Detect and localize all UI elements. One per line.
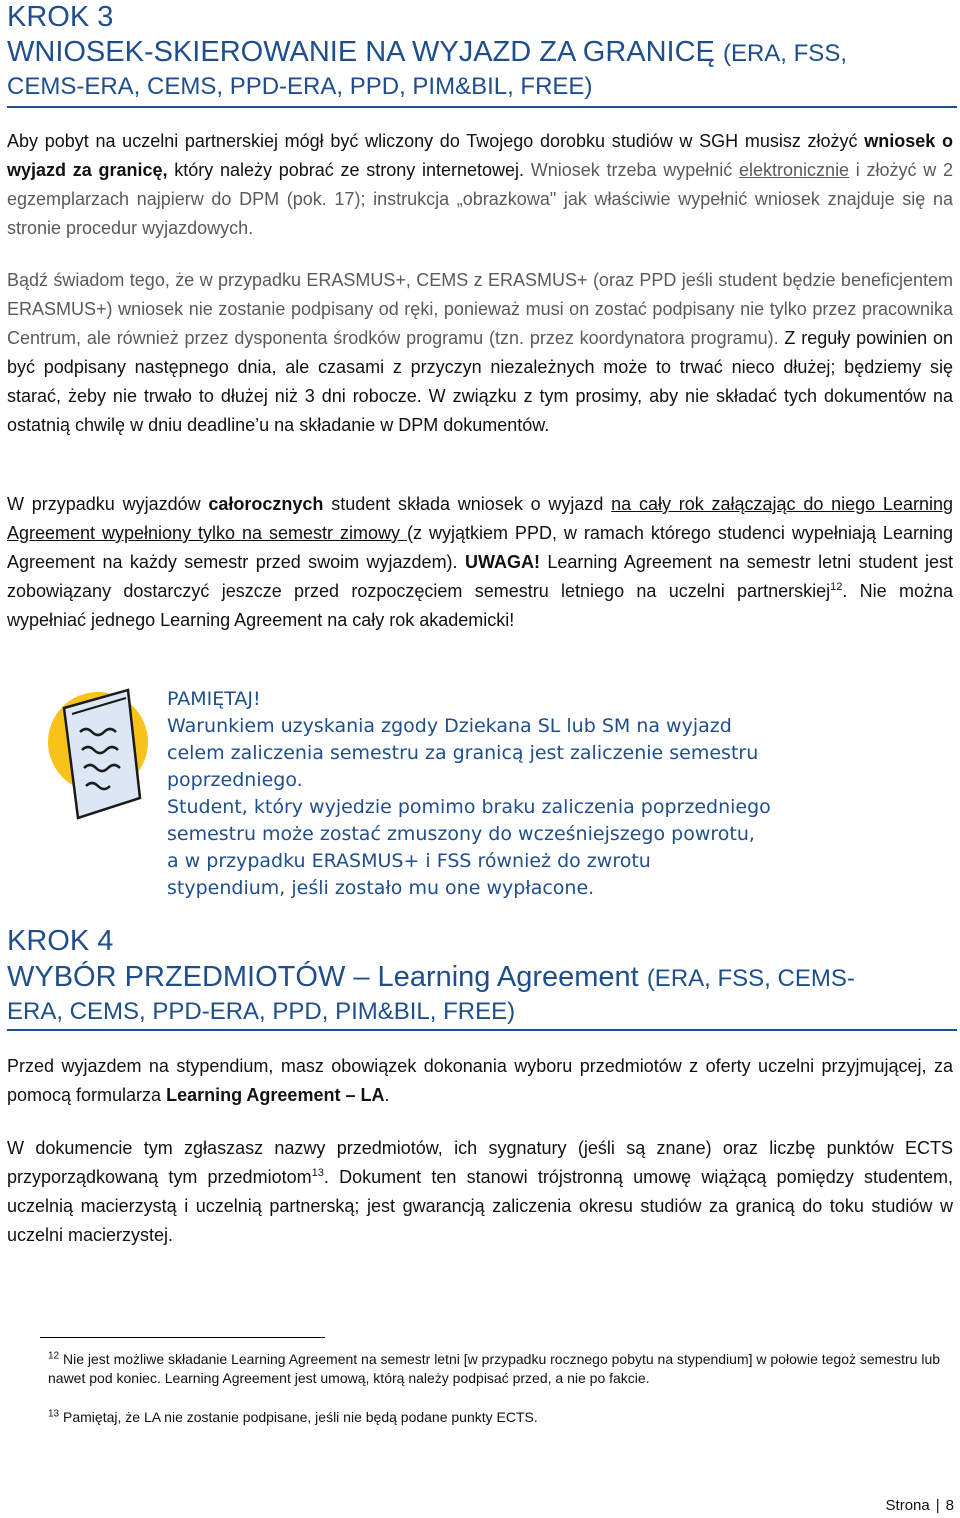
footnote-12	[48, 1350, 948, 1388]
footer-separator: |	[935, 1497, 940, 1514]
notice-line: stypendium, jeśli zostało mu one wypłacone.	[167, 877, 595, 899]
step4-title: KROK 4	[7, 925, 114, 957]
p3-text-a: W przypadku wyjazdów	[7, 494, 209, 514]
page-number: 8	[945, 1497, 954, 1514]
footnote-text: Nie jest możliwe składanie Learning Agreement na semestr letni [w przypadku rocznego pobytu na stypendium] w połowie tegoż semestru lub nawet pod koniec. Learning Agreement jest umową, którą należy podpisać przed, a nie po fakcie.	[48, 1351, 941, 1386]
notice-line: semestru może zostać zmuszony do wcześniejszego powrotu,	[167, 823, 755, 845]
p3-warning: UWAGA!	[464, 552, 540, 572]
footnote-13	[48, 1408, 948, 1427]
step4-heading-main: WYBÓR PRZEDMIOTÓW – Learning Agreement	[7, 961, 639, 993]
notice-line: celem zaliczenia semestru za granicą jest zaliczenie semestru	[167, 742, 759, 764]
step3-title: KROK 3	[7, 1, 114, 33]
paper-note-icon	[36, 680, 156, 830]
footer-label: Strona	[885, 1497, 930, 1514]
paragraph-full-year	[7, 490, 953, 635]
p3-underline: na cały rok załączając do niego Learning Agreement wypełniony tylko na semestr zimowy	[7, 494, 953, 543]
p3-text-e: (z wyjątkiem PPD, w ramach którego studenci wypełniają Learning Agreement na każdy semestr przed swoim wyjazdem).	[7, 523, 953, 572]
reminder-notice	[167, 686, 947, 902]
p1-underline: elektronicznie	[739, 160, 850, 180]
p1-bold: wniosek o wyjazd za granicę,	[7, 131, 953, 180]
p2-text-a: Bądź świadom tego, że w przypadku ERASMUS+, CEMS z ERASMUS+ (oraz PPD jeśli student będzie beneficjentem ERASMUS+) wniosek nie zostanie podpisany od ręki, ponieważ musi on zostać podpisany nie tylko przez pracownika Centrum, ale również przez dysponenta środków programu (tzn. przez koordynatora programu).	[7, 270, 953, 348]
step3-heading-main: WNIOSEK-SKIEROWANIE NA WYJAZD ZA GRANICĘ	[7, 36, 715, 68]
footnote-number: 12	[48, 1350, 60, 1362]
p5-text-c: . Dokument ten stanowi trójstronną umowę wiążącą pomiędzy studentem, uczelnią macierzystą i uczelnią partnerską; jest gwarancją zaliczenia okresu studiów za granicą do toku studiów w uczelni macierzystej.	[7, 1167, 953, 1245]
step3-heading-tail: (ERA, FSS,	[722, 40, 847, 67]
footnote-separator	[40, 1337, 325, 1338]
p5-text-a: W dokumencie tym zgłaszasz nazwy przedmiotów, ich sygnatury (jeśli są znane) oraz liczbę punktów ECTS przyporządkowaną tym przedmiotom	[7, 1138, 953, 1187]
step3-heading	[7, 34, 847, 72]
step4-heading-line2: ERA, CEMS, PPD-ERA, PPD, PIM&BIL, FREE)	[7, 998, 516, 1025]
paragraph-document	[7, 1134, 953, 1250]
p4-text-c: .	[384, 1085, 390, 1105]
page-footer	[886, 1497, 954, 1514]
p1-text-f: i złożyć w 2 egzemplarzach najpierw do DPM (pok. 17); instrukcja „obrazkowa" jak właściwie wypełnić wniosek znajduje się na stronie procedur wyjazdowych.	[7, 160, 953, 238]
p4-text-a: Przed wyjazdem na stypendium, masz obowiązek dokonania wyboru przedmiotów z oferty uczelni przyjmującej, za pomocą formularza	[7, 1056, 953, 1105]
p3-text-g: Learning Agreement na semestr letni student jest zobowiązany dostarczyć jeszcze przed rozpoczęciem semestru letniego na uczelni partnerskiej	[7, 552, 953, 601]
p3-bold: całorocznych	[208, 494, 324, 514]
paragraph-signature	[7, 266, 953, 440]
notice-line: a w przypadku ERASMUS+ i FSS również do zwrotu	[167, 850, 651, 872]
p2-text-b: Z reguły powinien on być podpisany następnego dnia, ale czasami z przyczyn niezależnych może to trwać nieco dłużej; będziemy się starać, żeby nie trwało to dłużej niż 3 dni robocze. W związku z tym prosimy, aby nie składać tych dokumentów na ostatnią chwilę w dniu deadline’u na składanie w DPM dokumentów.	[7, 328, 953, 435]
step4-heading-tail: (ERA, FSS, CEMS-	[646, 965, 855, 992]
footnote-number: 13	[48, 1408, 60, 1420]
p3-text-c: student składa wniosek o wyjazd	[323, 494, 612, 514]
p3-text-i: . Nie można wypełniać jednego Learning Agreement na cały rok akademicki!	[7, 581, 953, 630]
notice-line: poprzedniego.	[167, 769, 303, 791]
step3-rule	[7, 106, 957, 108]
notice-line: Warunkiem uzyskania zgody Dziekana SL lub SM na wyjazd	[167, 715, 732, 737]
p3-footnote-ref: 12	[830, 581, 843, 593]
footnote-text: Pamiętaj, że LA nie zostanie podpisane, jeśli nie będą podane punkty ECTS.	[59, 1409, 538, 1425]
paragraph-course-choice	[7, 1052, 953, 1110]
p5-footnote-ref: 13	[311, 1167, 324, 1179]
notice-line: Student, który wyjedzie pomimo braku zaliczenia poprzedniego	[167, 796, 771, 818]
p1-text-a: Aby pobyt na uczelni partnerskiej mógł być wliczony do Twojego dorobku studiów w SGH musisz złożyć	[7, 131, 865, 151]
step4-heading	[7, 959, 855, 997]
step4-rule	[7, 1029, 957, 1031]
p1-text-c: który należy pobrać ze strony internetowej.	[167, 160, 525, 180]
step3-heading-line2: CEMS-ERA, CEMS, PPD-ERA, PPD, PIM&BIL, FREE)	[7, 73, 593, 100]
paragraph-application	[7, 127, 953, 243]
notice-line: PAMIĘTAJ!	[167, 688, 261, 710]
p4-bold: Learning Agreement – LA	[166, 1085, 385, 1105]
p1-text-d: Wniosek trzeba wypełnić	[524, 160, 740, 180]
